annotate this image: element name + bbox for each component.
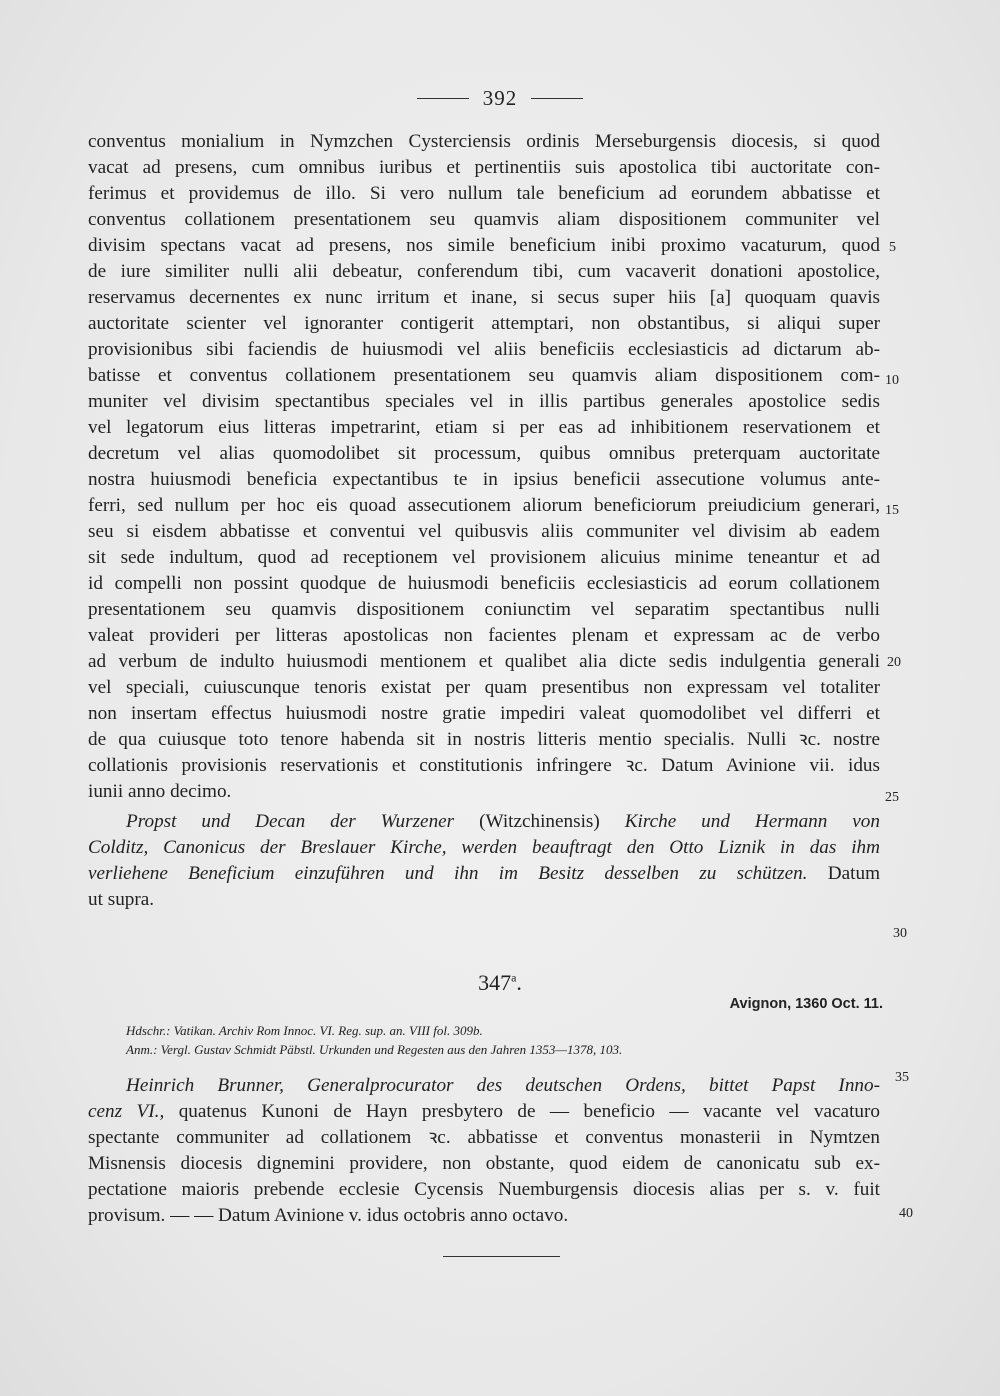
text-line bbox=[126, 1073, 880, 1099]
text-line: id compelli non possint quodque de huiusmodi beneficiis ecclesiasticis ad eorum collationem bbox=[88, 573, 880, 594]
text-line: conventus monialium in Nymzchen Cysterciensis ordinis Merseburgensis diocesis, si quod bbox=[88, 131, 880, 152]
text-line: vel legatorum eius litteras impetrarint, etiam si per eas ad inhibitionem reservationem et bbox=[88, 417, 880, 438]
manuscript-note: Hdschr.: Vatikan. Archiv Rom Innoc. VI. Reg. sup. an. VIII fol. 309b. bbox=[126, 1023, 483, 1038]
text-line: batisse et conventus collationem presentationem seu quamvis aliam dispositionem com- bbox=[88, 365, 880, 386]
text-line: vel speciali, cuiuscunque tenoris existat per quam presentibus non expressam vel totaliter bbox=[88, 677, 880, 698]
line-number: 5 bbox=[889, 240, 896, 255]
text-line: de qua cuiusque toto tenore habenda sit in nostris litteris mentio specialis. Nulli ꝛc. nostre bbox=[88, 729, 880, 750]
text-line: presentationem seu quamvis dispositionem coniunctim vel separatim spectantibus nulli bbox=[88, 599, 880, 620]
text-line: vacat ad presens, cum omnibus iuribus et pertinentiis suis apostolica tibi auctoritate con- bbox=[88, 157, 880, 178]
summary-roman: (Witzchinensis) bbox=[454, 811, 625, 832]
text-line: pectatione maioris prebende ecclesie Cycensis Nuemburgensis diocesis alias per s. v. fuit bbox=[88, 1179, 880, 1200]
text-line: provisum. — — Datum Avinione v. idus octobris anno octavo. bbox=[88, 1205, 569, 1226]
document-number-value: 347 bbox=[478, 970, 512, 995]
text-line: collationis provisionis reservationis et constitutionis infringere ꝛc. Datum Avinione vii. idus bbox=[88, 755, 880, 776]
document-number: 347$^a$. bbox=[478, 970, 522, 995]
second-italic: Heinrich Brunner, Generalprocurator des deutschen Ordens, bittet Papst Inno- bbox=[126, 1075, 880, 1096]
line-number: 20 bbox=[887, 655, 901, 670]
summary-italic: verliehene Beneficium einzuführen und ihn im Besitz desselben zu schützen. bbox=[88, 863, 808, 884]
text-line: auctoritate scienter vel ignoranter contigerit attemptari, non obstantibus, si aliqui super bbox=[88, 313, 880, 334]
header-rule-right bbox=[531, 98, 583, 99]
footer-rule bbox=[443, 1256, 560, 1257]
text-line: ferimus et providemus de illo. Si vero nullum tale beneficium ad eorundem abbatisse et bbox=[88, 183, 880, 204]
text-line: non insertam effectus huiusmodi nostre gratie impediri valeat quomodolibet vel differri et bbox=[88, 703, 880, 724]
text-line: seu si eisdem abbatisse et conventui vel quibusvis aliis communiter vel divisim ab eadem bbox=[88, 521, 880, 542]
line-number: 25 bbox=[885, 790, 899, 805]
text-line bbox=[88, 1099, 880, 1125]
summary-italic: Colditz, Canonicus der Breslauer Kirche, werden beauftragt den Otto Liznik in das ihm bbox=[88, 837, 880, 858]
text-line: ferri, sed nullum per hoc eis quoad assecutionem aliorum beneficiorum preiudicium generari, bbox=[88, 495, 880, 516]
text-line: decretum vel alias quomodolibet sit processum, quibus omnibus preterquam auctoritate bbox=[88, 443, 880, 464]
text-line: divisim spectans vacat ad presens, nos simile beneficium inibi proximo vacaturum, quod bbox=[88, 235, 880, 256]
text-line: valeat provideri per litteras apostolicas non facientes plenam et expressam ac de verbo bbox=[88, 625, 880, 646]
header-rule-left bbox=[417, 98, 469, 99]
summary-line bbox=[126, 809, 880, 835]
text-line: nostra huiusmodi beneficia expectantibus te in ipsius beneficii assecutione volumus ante- bbox=[88, 469, 880, 490]
summary-line bbox=[88, 835, 880, 861]
page-number: 392 bbox=[482, 86, 518, 110]
text-line: reservamus decernentes ex nunc irritum et inane, si secus super hiis [a] quoquam quavis bbox=[88, 287, 880, 308]
second-roman: quatenus Kunoni de Hayn presbytero de — beneficio — vacante vel vacaturo bbox=[164, 1101, 880, 1122]
text-line: iunii anno decimo. bbox=[88, 781, 232, 802]
text-line: ad verbum de indulto huiusmodi mentionem et qualibet alia dicte sedis indulgentia generali bbox=[88, 651, 880, 672]
page-header bbox=[0, 86, 1000, 112]
summary-italic: Propst und Decan der Wurzener bbox=[126, 811, 455, 832]
summary-line bbox=[88, 887, 880, 913]
line-number: 10 bbox=[885, 373, 899, 388]
text-line: conventus collationem presentationem seu quamvis aliam dispositionem communiter vel bbox=[88, 209, 880, 230]
summary-line bbox=[88, 861, 880, 887]
document-number-superscript: a bbox=[511, 970, 517, 985]
line-number: 40 bbox=[899, 1206, 913, 1221]
line-number: 35 bbox=[895, 1070, 909, 1085]
text-line: provisionibus sibi faciendis de huiusmodi vel aliis beneficiis ecclesiasticis ad dictarum ab- bbox=[88, 339, 880, 360]
text-line: de iure similiter nulli alii debeatur, conferendum tibi, cum vacaverit donationi apostolice, bbox=[88, 261, 880, 282]
text-line: spectante communiter ad collationem ꝛc. abbatisse et conventus monasterii in Nymtzen bbox=[88, 1127, 880, 1148]
text-line: muniter vel divisim spectantibus speciales vel in illis partibus generales apostolice sedis bbox=[88, 391, 880, 412]
annotation-note: Anm.: Vergl. Gustav Schmidt Päbstl. Urkunden und Regesten aus den Jahren 1353—1378, 103. bbox=[126, 1042, 623, 1057]
summary-italic: Kirche und Hermann von bbox=[624, 811, 880, 832]
summary-roman: ut supra. bbox=[88, 889, 155, 910]
second-italic: cenz VI., bbox=[88, 1101, 165, 1122]
line-number: 15 bbox=[885, 503, 899, 518]
summary-roman: Datum bbox=[807, 863, 880, 884]
place-date: Avignon, 1360 Oct. 11. bbox=[729, 996, 883, 1012]
line-number: 30 bbox=[893, 926, 907, 941]
text-line: sit sede indultum, quod ad receptionem vel provisionem alicuius minime teneantur et ad bbox=[88, 547, 880, 568]
text-line: Misnensis diocesis dignemini providere, non obstante, quod eidem de canonicatu sub ex- bbox=[88, 1153, 880, 1174]
